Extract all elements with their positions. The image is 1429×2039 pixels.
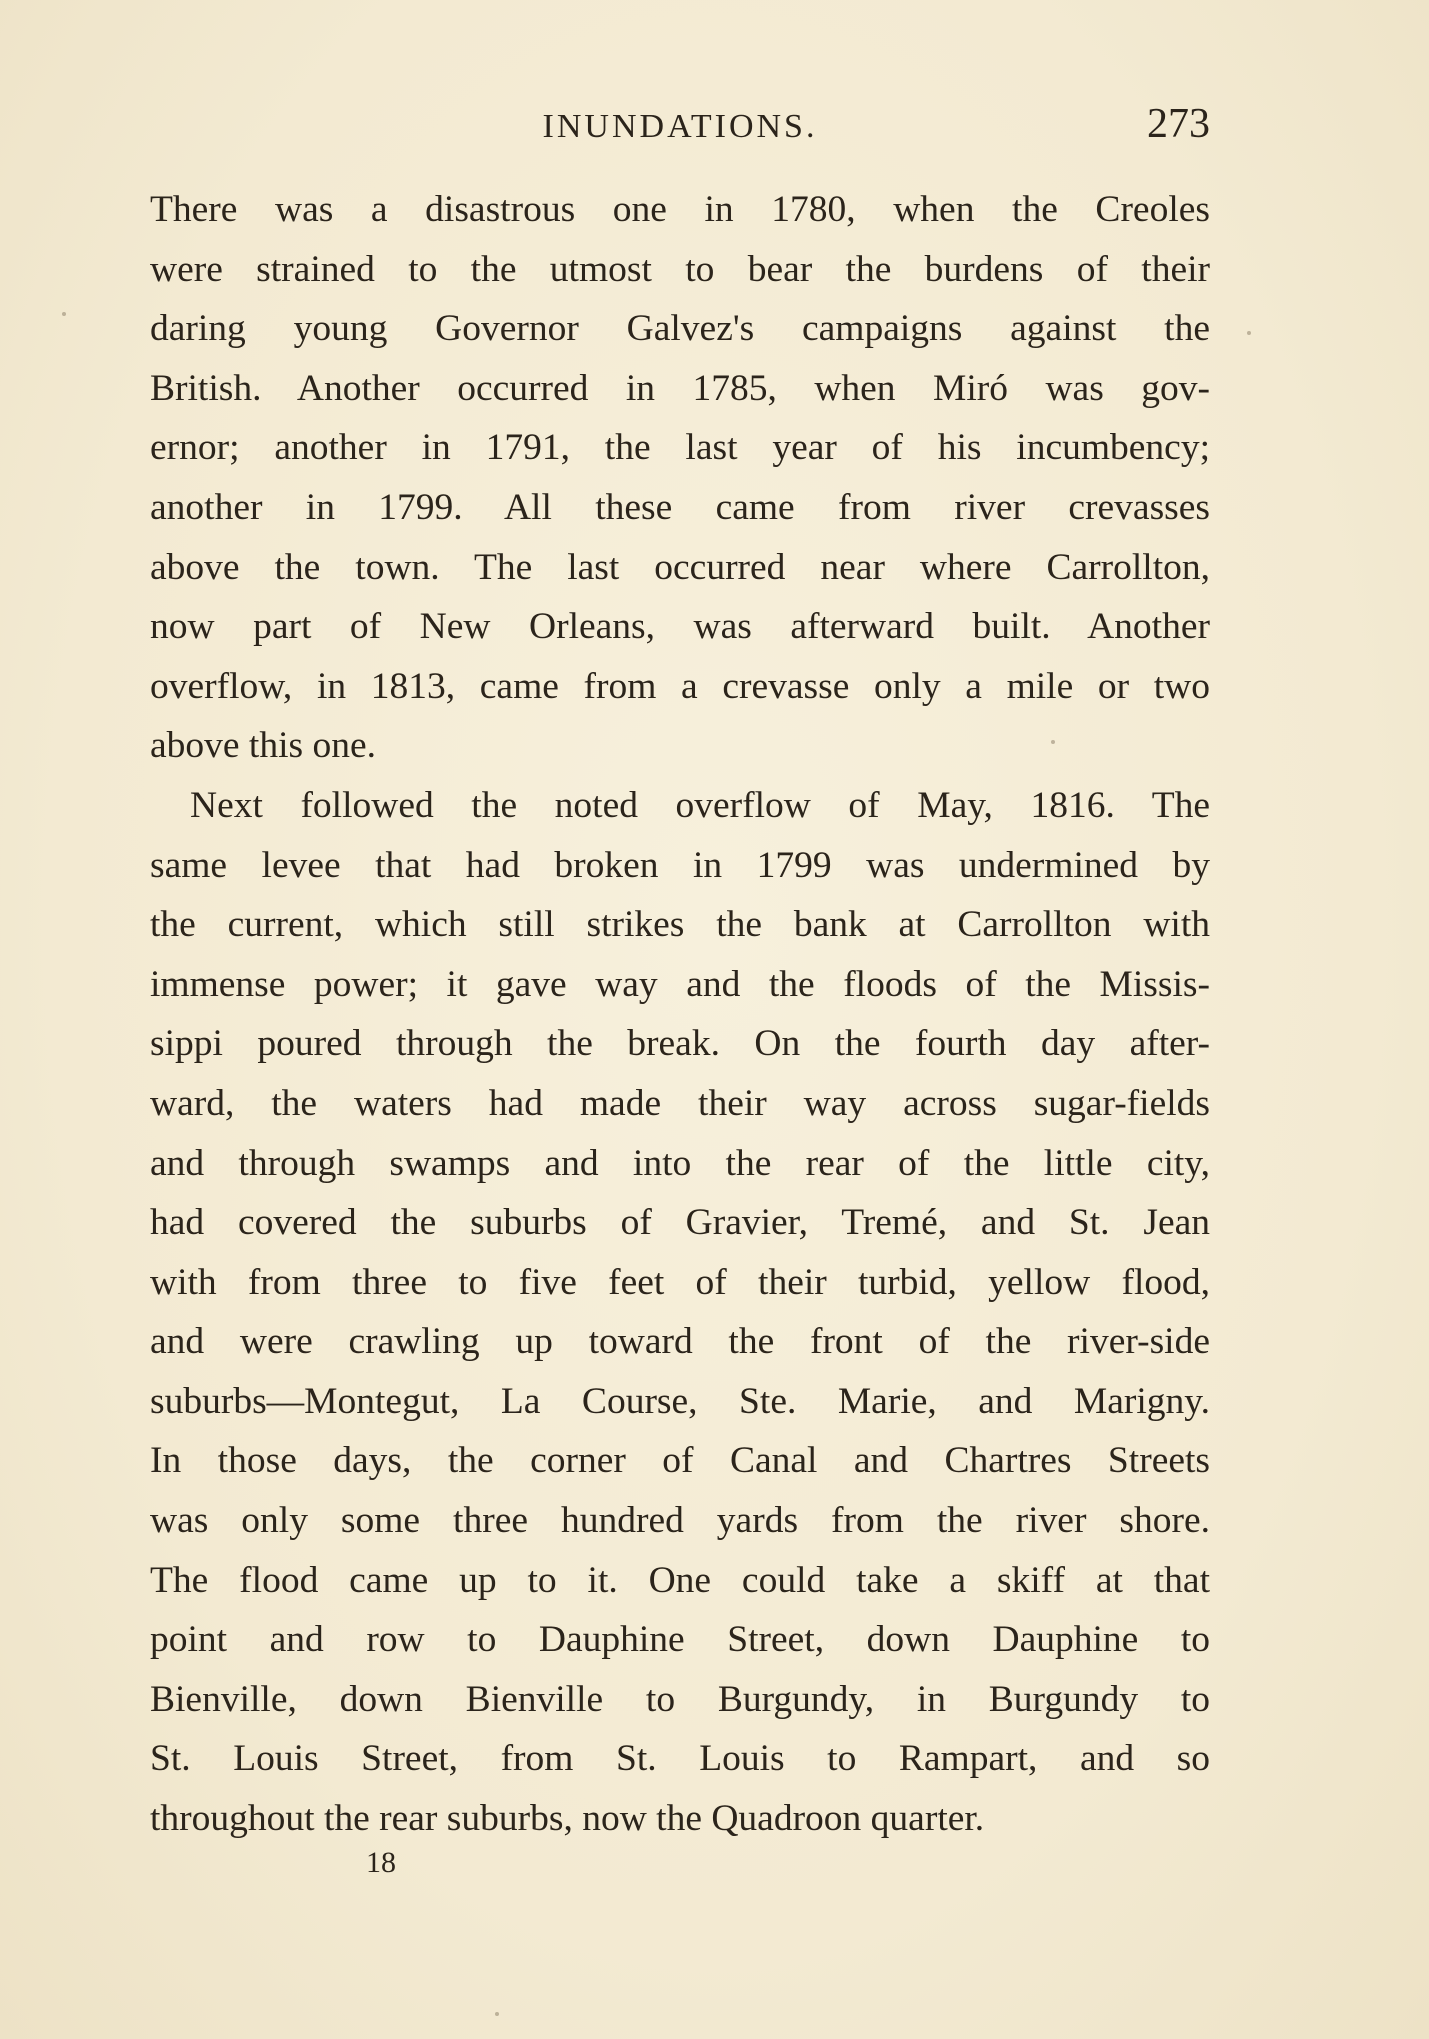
- paragraph-1: [150, 180, 1210, 776]
- text-line: and through swamps and into the rear of the little city,: [150, 1142, 1210, 1184]
- text-line: same levee that had broken in 1799 was undermined by: [150, 844, 1210, 886]
- text-line: suburbs—Montegut, La Course, Ste. Marie, and Marigny.: [150, 1380, 1210, 1422]
- text-line: and were crawling up toward the front of the river-side: [150, 1321, 1210, 1363]
- text-line: ward, the waters had made their way across sugar-fields: [150, 1082, 1210, 1124]
- signature-mark: 18: [366, 1846, 396, 1879]
- text-line: above the town. The last occurred near where Carrollton,: [150, 546, 1210, 588]
- paper-speck: [62, 312, 66, 316]
- text-line: immense power; it gave way and the floods of the Missis-: [150, 963, 1210, 1005]
- text-line: was only some three hundred yards from the river shore.: [150, 1500, 1210, 1542]
- text-line: above this one.: [150, 725, 376, 767]
- text-line: daring young Governor Galvez's campaigns against the: [150, 308, 1210, 350]
- text-line: In those days, the corner of Canal and Chartres Streets: [150, 1440, 1210, 1482]
- text-line: were strained to the utmost to bear the burdens of their: [150, 248, 1210, 290]
- body-text: [150, 180, 1210, 1849]
- running-head: INUNDATIONS.: [542, 108, 818, 145]
- text-line: ernor; another in 1791, the last year of his incumbency;: [150, 427, 1210, 469]
- paragraph-2: [150, 776, 1210, 1849]
- paper-speck: [495, 2012, 499, 2016]
- text-line: British. Another occurred in 1785, when Miró was gov-: [150, 367, 1210, 409]
- text-line: with from three to five feet of their turbid, yellow flood,: [150, 1261, 1210, 1303]
- text-line: There was a disastrous one in 1780, when the Creoles: [150, 189, 1210, 230]
- page-header: [150, 100, 1210, 152]
- page-number: 273: [1147, 101, 1210, 147]
- text-line: another in 1799. All these came from river crevasses: [150, 486, 1210, 528]
- text-line: sippi poured through the break. On the fourth day after-: [150, 1023, 1210, 1065]
- paper-speck: [1051, 740, 1055, 744]
- text-line: Bienville, down Bienville to Burgundy, in Burgundy to: [150, 1678, 1210, 1720]
- text-line: the current, which still strikes the bank at Carrollton with: [150, 904, 1210, 946]
- text-line: throughout the rear suburbs, now the Quadroon quarter.: [150, 1798, 985, 1840]
- text-line: had covered the suburbs of Gravier, Tremé, and St. Jean: [150, 1202, 1210, 1244]
- text-line: overflow, in 1813, came from a crevasse only a mile or two: [150, 665, 1210, 707]
- text-line: now part of New Orleans, was afterward built. Another: [150, 606, 1210, 648]
- text-line: St. Louis Street, from St. Louis to Rampart, and so: [150, 1738, 1210, 1780]
- text-line: Next followed the noted overflow of May, 1816. The: [190, 784, 1210, 826]
- paper-speck: [1247, 331, 1251, 335]
- text-line: point and row to Dauphine Street, down Dauphine to: [150, 1619, 1210, 1661]
- text-line: The flood came up to it. One could take a skiff at that: [150, 1559, 1210, 1601]
